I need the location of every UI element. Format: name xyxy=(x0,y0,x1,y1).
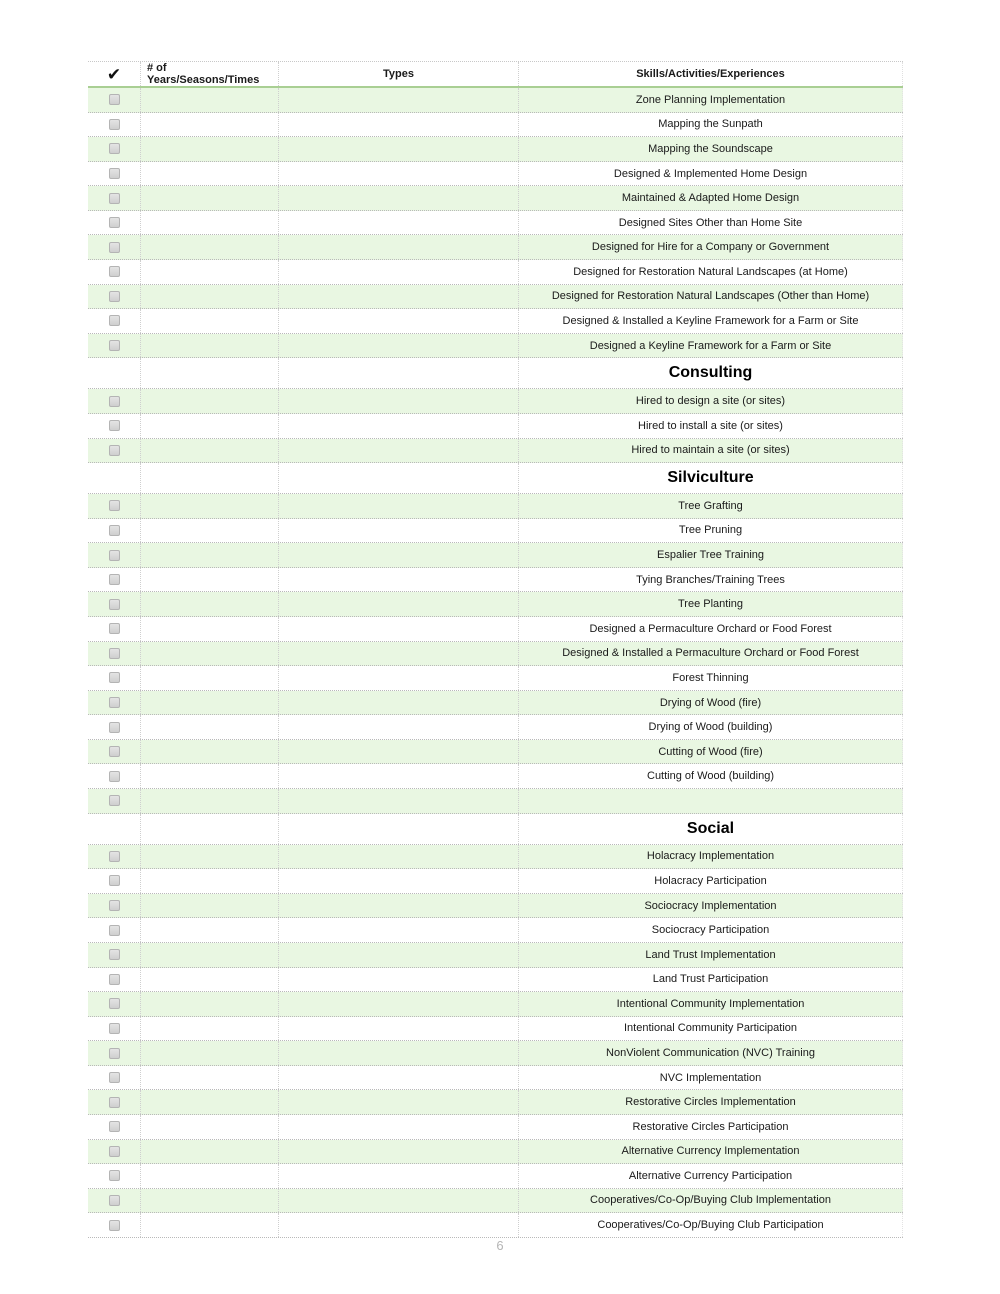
check-cell xyxy=(88,1189,141,1213)
row-checkbox[interactable] xyxy=(109,623,120,634)
table-row xyxy=(88,414,903,439)
years-cell[interactable] xyxy=(141,88,279,112)
table-row xyxy=(88,1115,903,1140)
check-cell xyxy=(88,869,141,893)
check-cell xyxy=(88,389,141,413)
section-title: Silviculture xyxy=(519,463,903,493)
skill-label: NonViolent Communication (NVC) Training xyxy=(519,1041,903,1065)
years-cell[interactable] xyxy=(141,845,279,869)
row-checkbox[interactable] xyxy=(109,550,120,561)
table-row xyxy=(88,715,903,740)
table-row xyxy=(88,494,903,519)
check-cell xyxy=(88,992,141,1016)
check-cell xyxy=(88,1090,141,1114)
skill-label: Land Trust Participation xyxy=(519,968,903,992)
check-cell xyxy=(88,137,141,161)
table-row xyxy=(88,894,903,919)
row-checkbox[interactable] xyxy=(109,746,120,757)
table-row xyxy=(88,740,903,765)
years-cell[interactable] xyxy=(141,1041,279,1065)
years-cell[interactable] xyxy=(141,764,279,788)
years-cell[interactable] xyxy=(141,691,279,715)
row-checkbox[interactable] xyxy=(109,697,120,708)
skill-label: Tying Branches/Training Trees xyxy=(519,568,903,592)
table-header xyxy=(88,61,903,88)
years-cell[interactable] xyxy=(141,543,279,567)
skill-label: Intentional Community Participation xyxy=(519,1017,903,1041)
row-checkbox[interactable] xyxy=(109,500,120,511)
check-cell xyxy=(88,592,141,616)
skill-label: Hired to design a site (or sites) xyxy=(519,389,903,413)
years-cell[interactable] xyxy=(141,642,279,666)
types-cell[interactable] xyxy=(279,1213,519,1237)
check-cell xyxy=(88,519,141,543)
page-number: 6 xyxy=(496,1238,504,1253)
skill-label: Mapping the Soundscape xyxy=(519,137,903,161)
types-cell[interactable] xyxy=(279,1115,519,1139)
check-cell xyxy=(88,642,141,666)
table-body xyxy=(88,88,903,1238)
types-cell[interactable] xyxy=(279,358,519,388)
years-cell[interactable] xyxy=(141,1090,279,1114)
table-row xyxy=(88,845,903,870)
years-cell[interactable] xyxy=(141,740,279,764)
skills-table xyxy=(88,61,903,1238)
check-cell xyxy=(88,414,141,438)
skill-label: Zone Planning Implementation xyxy=(519,88,903,112)
table-row xyxy=(88,691,903,716)
types-cell[interactable] xyxy=(279,285,519,309)
types-cell[interactable] xyxy=(279,568,519,592)
check-cell xyxy=(88,845,141,869)
table-row xyxy=(88,642,903,667)
row-checkbox[interactable] xyxy=(109,1195,120,1206)
row-checkbox[interactable] xyxy=(109,420,120,431)
table-row xyxy=(88,869,903,894)
row-checkbox[interactable] xyxy=(109,672,120,683)
row-checkbox[interactable] xyxy=(109,143,120,154)
check-cell xyxy=(88,463,141,493)
table-row xyxy=(88,968,903,993)
skill-label: Cutting of Wood (building) xyxy=(519,764,903,788)
table-row xyxy=(88,235,903,260)
row-checkbox[interactable] xyxy=(109,193,120,204)
types-cell[interactable] xyxy=(279,1017,519,1041)
table-row xyxy=(88,943,903,968)
types-cell[interactable] xyxy=(279,113,519,137)
row-checkbox[interactable] xyxy=(109,266,120,277)
check-cell xyxy=(88,666,141,690)
types-cell[interactable] xyxy=(279,715,519,739)
table-row xyxy=(88,789,903,814)
years-cell[interactable] xyxy=(141,918,279,942)
check-cell xyxy=(88,88,141,112)
skill-label: Forest Thinning xyxy=(519,666,903,690)
years-cell[interactable] xyxy=(141,211,279,235)
header-check-cell xyxy=(88,62,141,86)
table-row xyxy=(88,1140,903,1165)
row-checkbox[interactable] xyxy=(109,949,120,960)
skill-label: Tree Grafting xyxy=(519,494,903,518)
types-cell[interactable] xyxy=(279,235,519,259)
years-cell[interactable] xyxy=(141,285,279,309)
types-cell[interactable] xyxy=(279,992,519,1016)
check-cell xyxy=(88,235,141,259)
row-checkbox[interactable] xyxy=(109,1146,120,1157)
check-cell xyxy=(88,285,141,309)
check-cell xyxy=(88,162,141,186)
years-cell[interactable] xyxy=(141,592,279,616)
table-row xyxy=(88,113,903,138)
check-cell xyxy=(88,1164,141,1188)
section-title: Consulting xyxy=(519,358,903,388)
years-cell[interactable] xyxy=(141,894,279,918)
skill-label: Designed Sites Other than Home Site xyxy=(519,211,903,235)
skill-label: Sociocracy Implementation xyxy=(519,894,903,918)
years-cell[interactable] xyxy=(141,162,279,186)
types-cell[interactable] xyxy=(279,211,519,235)
check-cell xyxy=(88,211,141,235)
years-cell[interactable] xyxy=(141,494,279,518)
table-row xyxy=(88,1213,903,1238)
skill-label: Cooperatives/Co-Op/Buying Club Participation xyxy=(519,1213,903,1237)
skill-label: Mapping the Sunpath xyxy=(519,113,903,137)
check-cell xyxy=(88,943,141,967)
years-cell[interactable] xyxy=(141,260,279,284)
skill-label: Espalier Tree Training xyxy=(519,543,903,567)
years-cell[interactable] xyxy=(141,414,279,438)
check-cell xyxy=(88,789,141,813)
years-cell[interactable] xyxy=(141,617,279,641)
years-cell[interactable] xyxy=(141,463,279,493)
types-cell[interactable] xyxy=(279,389,519,413)
years-cell[interactable] xyxy=(141,814,279,844)
check-cell xyxy=(88,814,141,844)
row-checkbox[interactable] xyxy=(109,217,120,228)
skill-label: Drying of Wood (building) xyxy=(519,715,903,739)
types-cell[interactable] xyxy=(279,592,519,616)
row-checkbox[interactable] xyxy=(109,525,120,536)
types-cell[interactable] xyxy=(279,666,519,690)
row-checkbox[interactable] xyxy=(109,771,120,782)
types-cell[interactable] xyxy=(279,260,519,284)
row-checkbox[interactable] xyxy=(109,242,120,253)
row-checkbox[interactable] xyxy=(109,1121,120,1132)
types-cell[interactable] xyxy=(279,1066,519,1090)
years-cell[interactable] xyxy=(141,789,279,813)
check-cell xyxy=(88,1041,141,1065)
years-cell[interactable] xyxy=(141,943,279,967)
types-cell[interactable] xyxy=(279,1041,519,1065)
table-row xyxy=(88,1090,903,1115)
check-cell xyxy=(88,439,141,463)
years-cell[interactable] xyxy=(141,666,279,690)
skill-label: Holacracy Implementation xyxy=(519,845,903,869)
years-cell[interactable] xyxy=(141,519,279,543)
table-row xyxy=(88,88,903,113)
skill-label: Restorative Circles Participation xyxy=(519,1115,903,1139)
row-checkbox[interactable] xyxy=(109,599,120,610)
types-cell[interactable] xyxy=(279,869,519,893)
skill-label: Designed & Installed a Permaculture Orchard or Food Forest xyxy=(519,642,903,666)
types-cell[interactable] xyxy=(279,617,519,641)
types-cell[interactable] xyxy=(279,845,519,869)
row-checkbox[interactable] xyxy=(109,1048,120,1059)
years-cell[interactable] xyxy=(141,309,279,333)
skill-label: NVC Implementation xyxy=(519,1066,903,1090)
years-cell[interactable] xyxy=(141,715,279,739)
header-types: Types xyxy=(279,62,519,86)
years-cell[interactable] xyxy=(141,113,279,137)
header-years: # of Years/Seasons/Times xyxy=(141,62,279,86)
section-header-row xyxy=(88,358,903,389)
row-checkbox[interactable] xyxy=(109,1170,120,1181)
types-cell[interactable] xyxy=(279,764,519,788)
types-cell[interactable] xyxy=(279,642,519,666)
table-row xyxy=(88,285,903,310)
row-checkbox[interactable] xyxy=(109,851,120,862)
skill-label: Restorative Circles Implementation xyxy=(519,1090,903,1114)
years-cell[interactable] xyxy=(141,568,279,592)
check-cell xyxy=(88,568,141,592)
table-row xyxy=(88,568,903,593)
row-checkbox[interactable] xyxy=(109,119,120,130)
check-cell xyxy=(88,968,141,992)
types-cell[interactable] xyxy=(279,519,519,543)
table-row xyxy=(88,186,903,211)
table-row xyxy=(88,309,903,334)
check-cell xyxy=(88,617,141,641)
table-row xyxy=(88,260,903,285)
types-cell[interactable] xyxy=(279,691,519,715)
check-cell xyxy=(88,494,141,518)
skill-label: Hired to maintain a site (or sites) xyxy=(519,439,903,463)
types-cell[interactable] xyxy=(279,740,519,764)
types-cell[interactable] xyxy=(279,814,519,844)
check-cell xyxy=(88,1066,141,1090)
check-cell xyxy=(88,1017,141,1041)
table-row xyxy=(88,1017,903,1042)
check-cell xyxy=(88,309,141,333)
table-row xyxy=(88,334,903,359)
types-cell[interactable] xyxy=(279,968,519,992)
row-checkbox[interactable] xyxy=(109,396,120,407)
row-checkbox[interactable] xyxy=(109,94,120,105)
years-cell[interactable] xyxy=(141,1066,279,1090)
skill-label: Hired to install a site (or sites) xyxy=(519,414,903,438)
types-cell[interactable] xyxy=(279,1189,519,1213)
row-checkbox[interactable] xyxy=(109,1220,120,1231)
skill-label: Designed & Installed a Keyline Framework for a Farm or Site xyxy=(519,309,903,333)
check-cell xyxy=(88,918,141,942)
skill-label: Drying of Wood (fire) xyxy=(519,691,903,715)
types-cell[interactable] xyxy=(279,414,519,438)
check-cell xyxy=(88,260,141,284)
table-row xyxy=(88,137,903,162)
types-cell[interactable] xyxy=(279,463,519,493)
check-cell xyxy=(88,894,141,918)
section-header-row xyxy=(88,463,903,494)
table-row xyxy=(88,389,903,414)
types-cell[interactable] xyxy=(279,494,519,518)
skill-label: Holacracy Participation xyxy=(519,869,903,893)
table-row xyxy=(88,439,903,464)
types-cell[interactable] xyxy=(279,439,519,463)
row-checkbox[interactable] xyxy=(109,315,120,326)
row-checkbox[interactable] xyxy=(109,1072,120,1083)
section-header-row xyxy=(88,814,903,845)
types-cell[interactable] xyxy=(279,334,519,358)
table-row xyxy=(88,1066,903,1091)
table-row xyxy=(88,1164,903,1189)
row-checkbox[interactable] xyxy=(109,445,120,456)
table-row xyxy=(88,764,903,789)
years-cell[interactable] xyxy=(141,1189,279,1213)
years-cell[interactable] xyxy=(141,869,279,893)
table-row xyxy=(88,211,903,236)
skill-label: Maintained & Adapted Home Design xyxy=(519,186,903,210)
years-cell[interactable] xyxy=(141,1017,279,1041)
types-cell[interactable] xyxy=(279,186,519,210)
check-cell xyxy=(88,186,141,210)
skill-label: Designed a Permaculture Orchard or Food Forest xyxy=(519,617,903,641)
table-row xyxy=(88,592,903,617)
skill-label: Designed for Hire for a Company or Government xyxy=(519,235,903,259)
types-cell[interactable] xyxy=(279,162,519,186)
checkmark-icon: ✔ xyxy=(106,64,122,84)
years-cell[interactable] xyxy=(141,334,279,358)
types-cell[interactable] xyxy=(279,789,519,813)
row-checkbox[interactable] xyxy=(109,340,120,351)
types-cell[interactable] xyxy=(279,137,519,161)
table-row xyxy=(88,519,903,544)
skill-label: Designed for Restoration Natural Landscapes (Other than Home) xyxy=(519,285,903,309)
years-cell[interactable] xyxy=(141,1164,279,1188)
skill-label: Cutting of Wood (fire) xyxy=(519,740,903,764)
row-checkbox[interactable] xyxy=(109,1097,120,1108)
check-cell xyxy=(88,740,141,764)
row-checkbox[interactable] xyxy=(109,1023,120,1034)
section-title: Social xyxy=(519,814,903,844)
row-checkbox[interactable] xyxy=(109,974,120,985)
row-checkbox[interactable] xyxy=(109,900,120,911)
row-checkbox[interactable] xyxy=(109,291,120,302)
table-row xyxy=(88,918,903,943)
skill-label: Cooperatives/Co-Op/Buying Club Implementation xyxy=(519,1189,903,1213)
check-cell xyxy=(88,691,141,715)
check-cell xyxy=(88,715,141,739)
skill-label: Designed a Keyline Framework for a Farm or Site xyxy=(519,334,903,358)
check-cell xyxy=(88,764,141,788)
skill-label: Designed & Implemented Home Design xyxy=(519,162,903,186)
types-cell[interactable] xyxy=(279,894,519,918)
skill-label: Intentional Community Implementation xyxy=(519,992,903,1016)
check-cell xyxy=(88,1140,141,1164)
row-checkbox[interactable] xyxy=(109,875,120,886)
table-row xyxy=(88,992,903,1017)
table-row xyxy=(88,162,903,187)
table-row xyxy=(88,1189,903,1214)
skill-label xyxy=(519,789,903,813)
check-cell xyxy=(88,1115,141,1139)
types-cell[interactable] xyxy=(279,918,519,942)
types-cell[interactable] xyxy=(279,1164,519,1188)
types-cell[interactable] xyxy=(279,1140,519,1164)
skill-label: Alternative Currency Participation xyxy=(519,1164,903,1188)
table-row xyxy=(88,543,903,568)
skill-label: Designed for Restoration Natural Landscapes (at Home) xyxy=(519,260,903,284)
skill-label: Land Trust Implementation xyxy=(519,943,903,967)
row-checkbox[interactable] xyxy=(109,648,120,659)
years-cell[interactable] xyxy=(141,1140,279,1164)
types-cell[interactable] xyxy=(279,1090,519,1114)
skill-label: Tree Pruning xyxy=(519,519,903,543)
types-cell[interactable] xyxy=(279,88,519,112)
types-cell[interactable] xyxy=(279,309,519,333)
years-cell[interactable] xyxy=(141,186,279,210)
years-cell[interactable] xyxy=(141,389,279,413)
header-skills: Skills/Activities/Experiences xyxy=(519,62,903,86)
years-cell[interactable] xyxy=(141,1213,279,1237)
row-checkbox[interactable] xyxy=(109,998,120,1009)
types-cell[interactable] xyxy=(279,943,519,967)
check-cell xyxy=(88,1213,141,1237)
row-checkbox[interactable] xyxy=(109,925,120,936)
years-cell[interactable] xyxy=(141,439,279,463)
table-row xyxy=(88,1041,903,1066)
check-cell xyxy=(88,543,141,567)
check-cell xyxy=(88,358,141,388)
row-checkbox[interactable] xyxy=(109,574,120,585)
check-cell xyxy=(88,113,141,137)
row-checkbox[interactable] xyxy=(109,795,120,806)
years-cell[interactable] xyxy=(141,235,279,259)
skill-label: Tree Planting xyxy=(519,592,903,616)
years-cell[interactable] xyxy=(141,358,279,388)
skill-label: Alternative Currency Implementation xyxy=(519,1140,903,1164)
table-row xyxy=(88,666,903,691)
row-checkbox[interactable] xyxy=(109,168,120,179)
types-cell[interactable] xyxy=(279,543,519,567)
years-cell[interactable] xyxy=(141,968,279,992)
skill-label: Sociocracy Participation xyxy=(519,918,903,942)
years-cell[interactable] xyxy=(141,137,279,161)
row-checkbox[interactable] xyxy=(109,722,120,733)
check-cell xyxy=(88,334,141,358)
table-row xyxy=(88,617,903,642)
years-cell[interactable] xyxy=(141,992,279,1016)
years-cell[interactable] xyxy=(141,1115,279,1139)
